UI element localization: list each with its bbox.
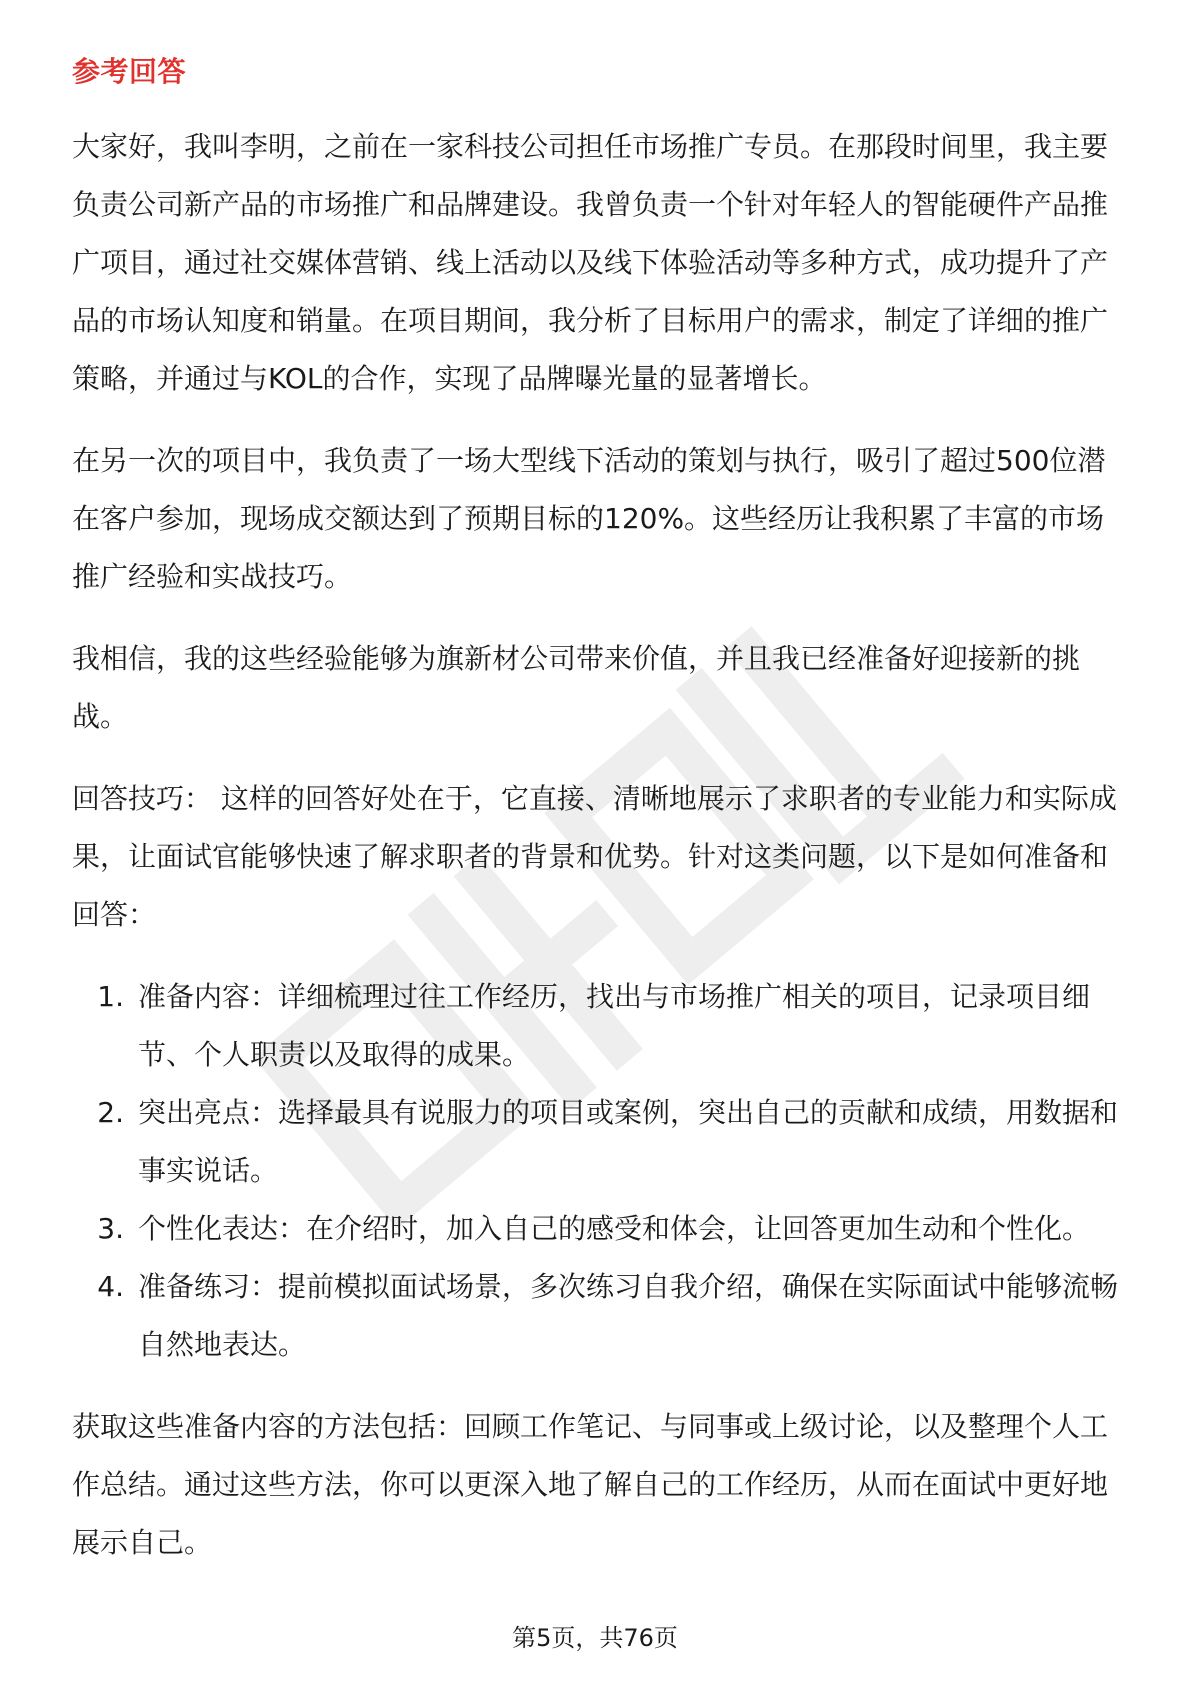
section-heading: 参考回答: [72, 55, 187, 88]
list-item: [72, 968, 1124, 1084]
paragraph-project: 在另一次的项目中，我负责了一场大型线下活动的策划与执行，吸引了超过500位潜在客户参加，现场成交额达到了预期目标的120%。这些经历让我积累了丰富的市场推广经验和实战技巧。: [72, 444, 1106, 593]
list-number: 3.: [97, 1212, 124, 1245]
list-number: 2.: [97, 1096, 124, 1129]
tips-list: [72, 968, 1124, 1374]
page-footer: 第5页，共76页: [512, 1624, 678, 1652]
list-item: [72, 1258, 1124, 1374]
list-number: 4.: [97, 1270, 124, 1303]
paragraph-methods: 获取这些准备内容的方法包括：回顾工作笔记、与同事或上级讨论，以及整理个人工作总结。通过这些方法，你可以更深入地了解自己的工作经历，从而在面试中更好地展示自己。: [72, 1410, 1109, 1559]
list-text: 个性化表达：在介绍时，加入自己的感受和体会，让回答更加生动和个性化。: [138, 1212, 1091, 1245]
list-text: 突出亮点：选择最具有说服力的项目或案例，突出自己的贡献和成绩，用数据和事实说话。: [138, 1096, 1119, 1187]
paragraph-tips-intro: 回答技巧： 这样的回答好处在于，它直接、清晰地展示了求职者的专业能力和实际成果，让面试官能够快速了解求职者的背景和优势。针对这类问题，以下是如何准备和回答：: [72, 782, 1117, 931]
answer-content: [72, 118, 1124, 1596]
paragraph-belief: 我相信，我的这些经验能够为旗新材公司带来价值，并且我已经准备好迎接新的挑战。: [72, 642, 1081, 733]
list-text: 准备内容：详细梳理过往工作经历，找出与市场推广相关的项目，记录项目细节、个人职责以及取得的成果。: [138, 980, 1091, 1071]
paragraph-intro: 大家好，我叫李明，之前在一家科技公司担任市场推广专员。在那段时间里，我主要负责公司新产品的市场推广和品牌建设。我曾负责一个针对年轻人的智能硬件产品推广项目，通过社交媒体营销、线上活动以及线下体验活动等多种方式，成功提升了产品的市场认知度和销量。在项目期间，我分析了目标用户的需求，制定了详细的推广策略，并通过与KOL的合作，实现了品牌曝光量的显著增长。: [72, 130, 1109, 395]
list-text: 准备练习：提前模拟面试场景，多次练习自我介绍，确保在实际面试中能够流畅自然地表达。: [138, 1270, 1119, 1361]
list-number: 1.: [97, 980, 124, 1013]
list-item: [72, 1200, 1124, 1258]
list-item: [72, 1084, 1124, 1200]
